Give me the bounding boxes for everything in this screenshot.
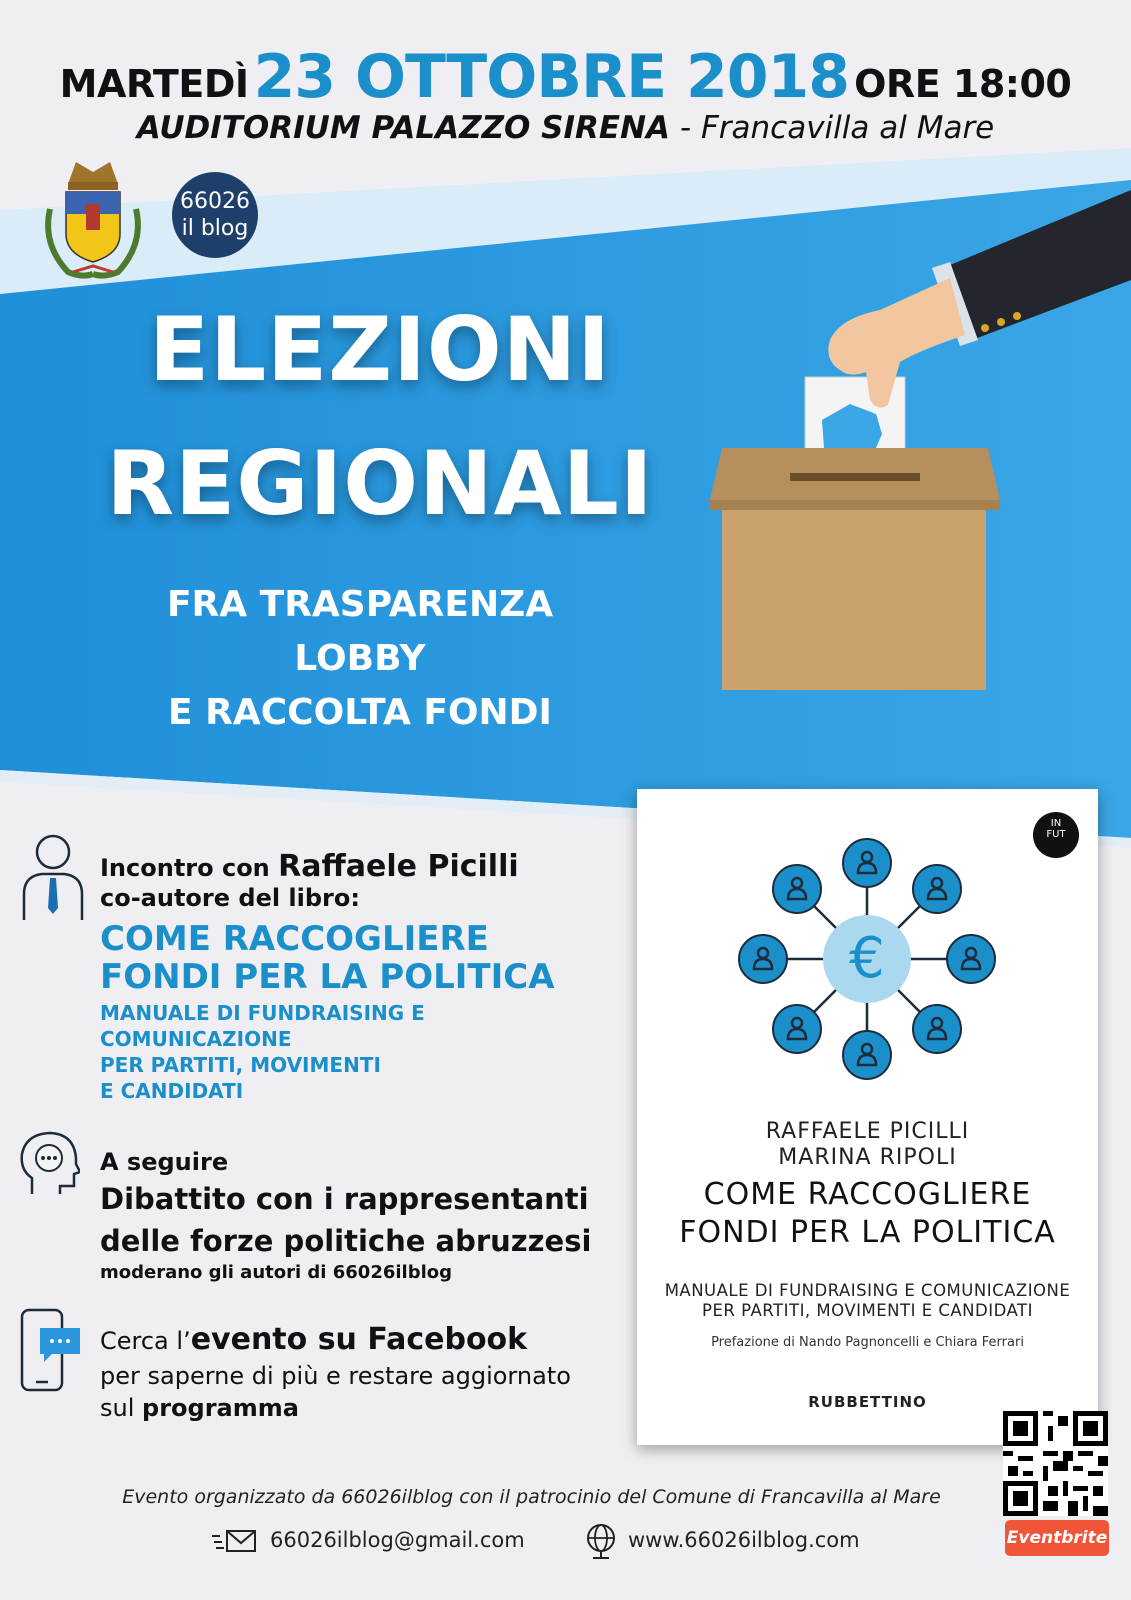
book-sub-line2: PER PARTITI, MOVIMENTI E CANDIDATI <box>702 1301 1033 1320</box>
facebook-line3 <box>100 1394 299 1422</box>
subtitle-line3: E RACCOLTA FONDI <box>168 692 552 733</box>
meeting-intro-line <box>100 849 519 884</box>
meeting-book-sub-line2: COMUNICAZIONE <box>100 1027 292 1051</box>
speaker-person-icon <box>20 832 86 922</box>
book-title-line1: COME RACCOGLIERE <box>703 1177 1032 1212</box>
meeting-book-sub-line4: E CANDIDATI <box>100 1079 244 1103</box>
subtitle-line2: LOBBY <box>294 638 426 679</box>
book-title-line2: FONDI PER LA POLITICA <box>679 1215 1056 1250</box>
event-time: ORE 18:00 <box>854 62 1072 106</box>
event-day: MARTEDÌ <box>59 62 249 106</box>
meeting-book-sub-line3: PER PARTITI, MOVIMENTI <box>100 1053 381 1077</box>
venue-city: Francavilla al Mare <box>700 110 995 146</box>
meeting-intro: Incontro con <box>100 854 270 882</box>
blog-logo <box>172 172 258 258</box>
facebook-prefix: Cerca l’ <box>100 1327 191 1355</box>
book-cover <box>637 789 1098 1445</box>
email-icon <box>212 1528 258 1554</box>
speaker-name: Raffaele Picilli <box>278 849 519 884</box>
facebook-line3-prefix: sul <box>100 1394 143 1422</box>
book-publisher: RUBBETTINO <box>808 1393 927 1411</box>
blog-logo-line2: il blog <box>181 216 249 241</box>
meeting-book-title-line2: FONDI PER LA POLITICA <box>100 957 555 997</box>
venue-line <box>0 110 1131 146</box>
event-date-line <box>0 42 1131 112</box>
meeting-book-sub-line1: MANUALE DI FUNDRAISING E <box>100 1001 425 1025</box>
book-sub-line1: MANUALE DI FUNDRAISING E COMUNICAZIONE <box>664 1281 1071 1300</box>
facebook-line3-bold: programma <box>142 1394 299 1422</box>
footer-note: Evento organizzato da 66026ilblog con il patrocinio del Comune di Francavilla al Mare <box>122 1486 941 1508</box>
facebook-line1 <box>100 1322 527 1357</box>
municipal-crest-icon <box>38 154 148 284</box>
eventbrite-badge[interactable]: Eventbrite <box>1005 1520 1109 1556</box>
website-link[interactable]: www.66026ilblog.com <box>628 1528 860 1552</box>
series-badge: IN FUT <box>1046 818 1066 840</box>
event-date: 23 OTTOBRE 2018 <box>253 42 850 112</box>
euro-symbol: € <box>849 926 885 991</box>
venue-name: AUDITORIUM PALAZZO SIRENA <box>136 110 671 146</box>
title-line1: ELEZIONI <box>148 298 612 401</box>
book-author2: MARINA RIPOLI <box>778 1145 957 1170</box>
globe-icon <box>585 1522 617 1562</box>
speaker-role: co-autore del libro: <box>100 884 360 912</box>
title-line2: REGIONALI <box>106 432 654 535</box>
meeting-book-title-line1: COME RACCOGLIERE <box>100 919 489 959</box>
subtitle-line1: FRA TRASPARENZA <box>166 584 554 625</box>
debate-intro: A seguire <box>100 1148 229 1176</box>
smartphone-chat-icon <box>18 1306 84 1396</box>
book-author1: RAFFAELE PICILLI <box>765 1119 970 1144</box>
facebook-highlight: evento su Facebook <box>190 1322 528 1357</box>
facebook-line2: per saperne di più e restare aggiornato <box>100 1362 571 1390</box>
debate-line2: delle forze politiche abruzzesi <box>100 1224 592 1258</box>
ballot-box-icon <box>710 190 1131 700</box>
blog-logo-line1: 66026 <box>180 189 250 214</box>
debate-line1: Dibattito con i rappresentanti <box>100 1182 589 1216</box>
thinking-head-icon <box>18 1130 80 1196</box>
book-preface: Prefazione di Nando Pagnoncelli e Chiara Ferrari <box>711 1335 1024 1350</box>
venue-separator: - <box>670 110 701 146</box>
contact-email[interactable]: 66026ilblog@gmail.com <box>270 1528 525 1552</box>
debate-moderators: moderano gli autori di 66026ilblog <box>100 1262 453 1283</box>
